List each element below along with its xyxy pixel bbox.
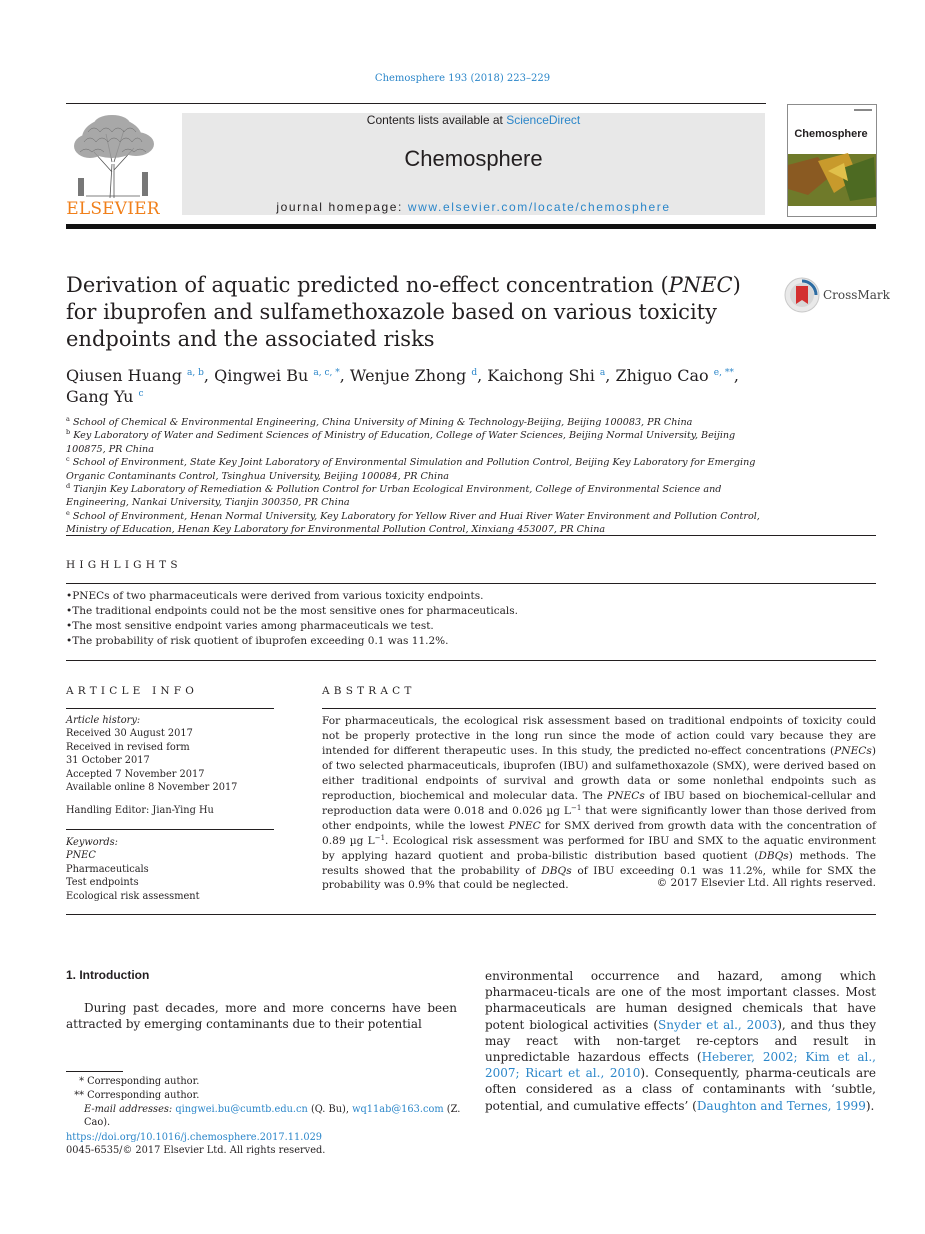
- doi-link[interactable]: https://doi.org/10.1016/j.chemosphere.2017.11.029: [66, 1132, 323, 1143]
- footnote-rule: [66, 1071, 123, 1072]
- author-list: Qiusen Huang $^{a, b}$, Qingwei Bu $^{a, c, *}$, Wenjue Zhong $^d$, Kaichong Shi $^a$, Zhiguo Cao $^{e, **}$, Gang Yu $^c$: [66, 366, 739, 406]
- email-link[interactable]: wq11ab@163.com: [352, 1103, 444, 1115]
- history-item: Accepted 7 November 2017: [66, 768, 205, 780]
- highlight-item: • The traditional endpoints could not be the most sensitive ones for pharmaceuticals.: [66, 604, 876, 619]
- article-info-heading: ARTICLE INFO: [66, 685, 199, 697]
- tree-icon: [66, 112, 160, 200]
- divider: [66, 583, 876, 584]
- history-item: Received in revised form: [66, 741, 190, 753]
- affiliation-item: $^d$ Tianjin Key Laboratory of Remediation & Pollution Control for Urban Ecological Environment, College of Environmental Science and Engineering, Nankai University, Tianjin 300350, PR China: [66, 482, 722, 509]
- author-affiliation-marker[interactable]: a: [599, 368, 606, 378]
- abstract-text: For pharmaceuticals, the ecological risk assessment based on traditional endpoints of toxicity could not be properly protective in the long run since the mode of action could vary because they are intended for different therapeutic uses. In this study, the predicted no-effect concentrations (PNECs) of two selected pharmaceuticals, ibuprofen (IBU) and sulfamethoxazole (SMX), were derived based on either traditional endpoints of survival and growth data or some nonlethal endpoints such as reproduction, biochemical and molecular data. The PNECs of IBU based on biochemical-cellular and reproduction data were 0.018 and 0.026 µg $L^{-1}$ that were significantly lower than those derived from other endpoints, while the lowest PNEC for SMX derived from growth data with the concentration of 0.89 µg $L^{-1}$. Ecological risk assessment was performed for IBU and SMX to the aquatic environment by applying hazard quotient and proba-bilistic distribution based quotient (DBQs) methods. The results showed that the probability of DBQs of IBU exceeding 0.1 was 11.2%, while for SMX the probability was 0.9% that could be neglected.: [322, 715, 877, 892]
- contents-availability: [182, 113, 765, 127]
- divider: [66, 829, 274, 830]
- history-item: Available online 8 November 2017: [66, 782, 238, 794]
- footnotes: [66, 1075, 466, 1130]
- keyword-item: PNEC: [66, 850, 96, 862]
- footnote-corresponding-1: * Corresponding author.: [79, 1076, 200, 1087]
- crossmark-icon: [784, 277, 820, 313]
- citation-link[interactable]: Daughton and Ternes, 1999: [696, 1098, 866, 1113]
- citation-link[interactable]: Heberer, 2002; Kim et al., 2007; Ricart et al., 2010: [485, 1050, 876, 1081]
- divider: [66, 708, 274, 709]
- highlights-list: [66, 589, 876, 649]
- history-item: Received 30 August 2017: [66, 728, 193, 740]
- divider: [66, 660, 876, 661]
- issn-copyright: 0045-6535/© 2017 Elsevier Ltd. All rights reserved.: [66, 1145, 326, 1156]
- history-item: 31 October 2017: [66, 755, 150, 767]
- author-name[interactable]: Wenjue Zhong: [349, 366, 467, 385]
- crossmark-button[interactable]: [784, 277, 820, 313]
- author-affiliation-marker[interactable]: c: [138, 389, 144, 399]
- keywords: [66, 836, 274, 903]
- author-name[interactable]: Qingwei Bu: [214, 366, 309, 385]
- cover-image: [788, 105, 876, 216]
- highlight-item: • The probability of risk quotient of ibuprofen exceeding 0.1 was 11.2%.: [66, 634, 876, 649]
- journal-name: Chemosphere: [404, 146, 543, 171]
- divider: [322, 708, 876, 709]
- section-heading-introduction: 1. Introduction: [66, 968, 150, 982]
- author-name[interactable]: Gang Yu: [66, 387, 134, 406]
- affiliation-item: $^e$ School of Environment, Henan Normal University, Key Laboratory for Yellow River and Huai River Water Environment and Pollution Control, Ministry of Education, Henan Key Laboratory for Environmental Pollution Control, Xinxiang 453007, PR China: [66, 508, 760, 536]
- journal-cover-thumbnail[interactable]: [787, 104, 877, 217]
- affiliation-item: $^b$ Key Laboratory of Water and Sediment Sciences of Ministry of Education, College of Water Sciences, Beijing Normal University, Beijing 100875, PR China: [66, 428, 736, 455]
- author-affiliation-marker[interactable]: a, c, *: [313, 368, 340, 378]
- keyword-item: Pharmaceuticals: [66, 863, 149, 875]
- handling-editor: Handling Editor: Jian-Ying Hu: [66, 805, 214, 817]
- affiliation-item: $^a$ School of Chemical & Environmental Engineering, China University of Mining & Technology-Beijing, Beijing 100083, PR China: [66, 415, 693, 428]
- author-affiliation-marker[interactable]: a, b: [187, 368, 204, 378]
- abstract-heading: ABSTRACT: [322, 685, 416, 697]
- journal-homepage-link[interactable]: www.elsevier.com/locate/chemosphere: [407, 200, 671, 214]
- footnote-emails: E-mail addresses: qingwei.bu@cumtb.edu.cn (Q. Bu), wq11ab@163.com (Z. Cao).: [84, 1103, 461, 1129]
- email-link[interactable]: qingwei.bu@cumtb.edu.cn: [175, 1103, 308, 1115]
- body-column-right: environmental occurrence and hazard, among which pharmaceu-ticals are one of the most important classes. Most pharmaceuticals are human designed chemicals that have potent biological activities (Snyder et al., 2003), and thus they may react with non-target re-ceptors and result in unpredictable hazardous effects (Heberer, 2002; Kim et al., 2007; Ricart et al., 2010). Consequently, pharma-ceuticals are often considered as a class of contaminants with ‘subtle, potential, and cumulative effects’ (Daughton and Ternes, 1999).: [485, 969, 877, 1113]
- contents-prefix: Contents lists available at: [366, 113, 507, 127]
- history-label: Article history:: [66, 715, 141, 726]
- author-name[interactable]: Zhiguo Cao: [615, 366, 709, 385]
- author-name[interactable]: Kaichong Shi: [487, 366, 595, 385]
- divider: [66, 914, 876, 915]
- journal-citation-link[interactable]: Chemosphere 193 (2018) 223–229: [374, 73, 551, 84]
- article-history: [66, 714, 274, 818]
- highlight-item: • The most sensitive endpoint varies among pharmaceuticals we test.: [66, 619, 876, 634]
- header-bottom-thick-rule: [66, 224, 876, 229]
- author-affiliation-marker[interactable]: d: [471, 368, 478, 378]
- homepage-prefix: journal homepage:: [276, 200, 408, 214]
- journal-homepage: [182, 200, 765, 214]
- cover-journal-title: Chemosphere: [794, 128, 868, 140]
- affiliations: [66, 416, 766, 537]
- keyword-item: Ecological risk assessment: [66, 890, 200, 902]
- affiliation-item: $^c$ School of Environment, State Key Joint Laboratory of Environmental Simulation and Pollution Control, Beijing Key Laboratory for Emerging Organic Contaminants Control, Tsinghua University, Beijing 100084, PR China: [66, 455, 756, 482]
- author-name[interactable]: Qiusen Huang: [66, 366, 182, 385]
- keyword-item: Test endpoints: [66, 877, 139, 889]
- article-title: Derivation of aquatic predicted no-effect concentration (PNEC) for ibuprofen and sulfamethoxazole based on various toxicity endpoints and the associated risks: [66, 273, 741, 351]
- keywords-label: Keywords:: [66, 837, 118, 848]
- divider: [66, 535, 876, 536]
- footnote-corresponding-2: ** Corresponding author.: [74, 1089, 200, 1101]
- highlights-heading: HIGHLIGHTS: [66, 559, 182, 571]
- crossmark-label[interactable]: CrossMark: [823, 288, 890, 302]
- citation-link[interactable]: Snyder et al., 2003: [658, 1017, 778, 1032]
- abstract-copyright: © 2017 Elsevier Ltd. All rights reserved.: [656, 877, 876, 889]
- elsevier-wordmark: ELSEVIER: [66, 199, 160, 219]
- body-column-left: During past decades, more and more concerns have been attracted by emerging contaminants due to their potential: [66, 1001, 457, 1032]
- highlight-item: • PNECs of two pharmaceuticals were derived from various toxicity endpoints.: [66, 589, 876, 604]
- header-top-rule: [66, 103, 766, 104]
- author-affiliation-marker[interactable]: e, **: [713, 368, 734, 378]
- sciencedirect-link[interactable]: ScienceDirect: [506, 113, 581, 127]
